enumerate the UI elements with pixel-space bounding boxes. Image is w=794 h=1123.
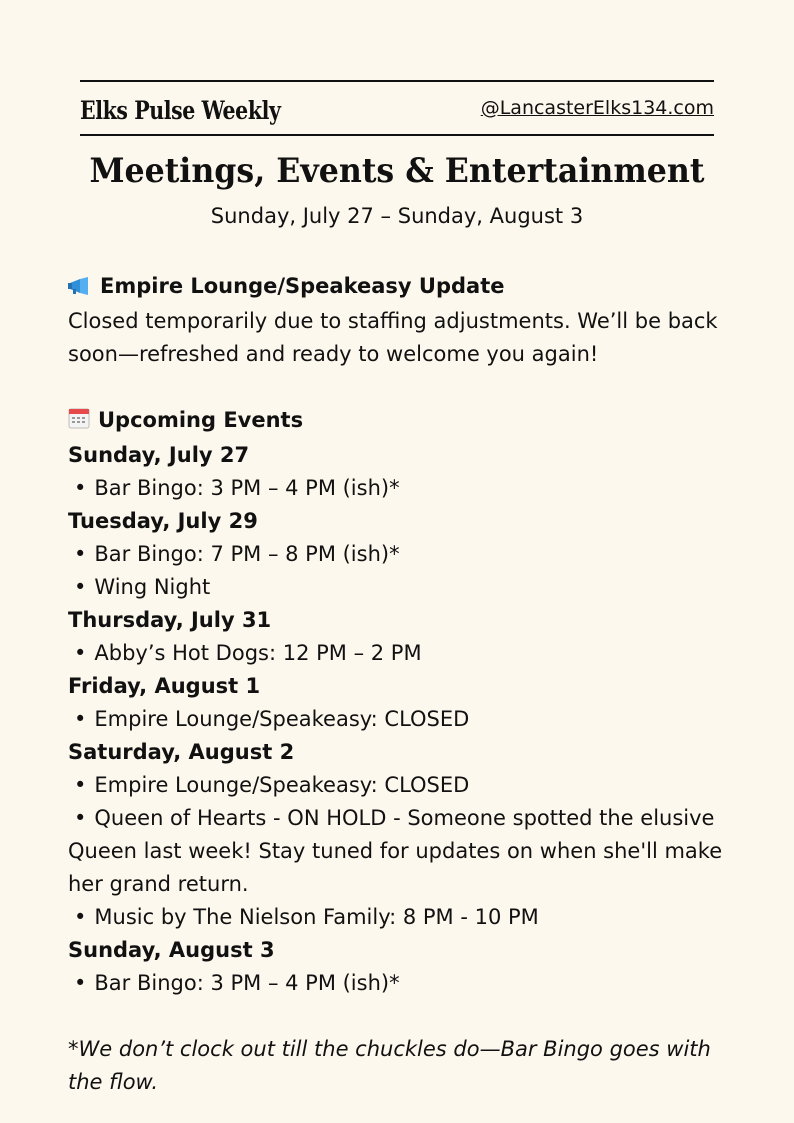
content [68,270,728,1099]
date-range: Sunday, July 27 – Sunday, August 3 [210,204,584,228]
update-heading: Empire Lounge/Speakeasy Update [100,274,505,298]
event-item: • Empire Lounge/Speakeasy: CLOSED [74,707,470,731]
update-body: Closed temporarily due to staffing adjustments. We’ll be back soon—refreshed and ready to welcome you again! [68,309,718,366]
calendar-icon [68,406,90,439]
brand-logo: Elks Pulse Weekly [80,96,281,125]
event-item: • Abby’s Hot Dogs: 12 PM – 2 PM [74,641,422,665]
day-heading: Saturday, August 2 [68,740,295,764]
megaphone-icon [68,272,92,305]
day-heading: Tuesday, July 29 [68,509,258,533]
day-heading: Thursday, July 31 [68,608,272,632]
day-heading: Sunday, August 3 [68,938,275,962]
page-title: Meetings, Events & Entertainment [89,151,705,191]
event-item: • Bar Bingo: 3 PM – 4 PM (ish)* [74,971,400,995]
day-heading: Sunday, July 27 [68,443,250,467]
website-link[interactable]: @LancasterElks134.com [480,97,714,119]
event-item: • Empire Lounge/Speakeasy: CLOSED [74,773,470,797]
day-heading: Friday, August 1 [68,674,261,698]
events-heading: Upcoming Events [98,408,304,432]
event-item: • Bar Bingo: 3 PM – 4 PM (ish)* [74,476,400,500]
events-heading-row [68,404,728,439]
event-item: • Queen of Hearts - ON HOLD - Someone spotted the elusive Queen last week! Stay tuned for updates on when she'll make her grand return. [68,806,723,896]
event-item: • Bar Bingo: 7 PM – 8 PM (ish)* [74,542,400,566]
footnote: *We don’t clock out till the chuckles do—Bar Bingo goes with the flow. [68,1037,711,1094]
event-item: • Music by The Nielson Family: 8 PM - 10 PM [74,905,539,929]
update-heading-row [68,270,728,305]
event-item: • Wing Night [74,575,211,599]
masthead [80,80,714,136]
